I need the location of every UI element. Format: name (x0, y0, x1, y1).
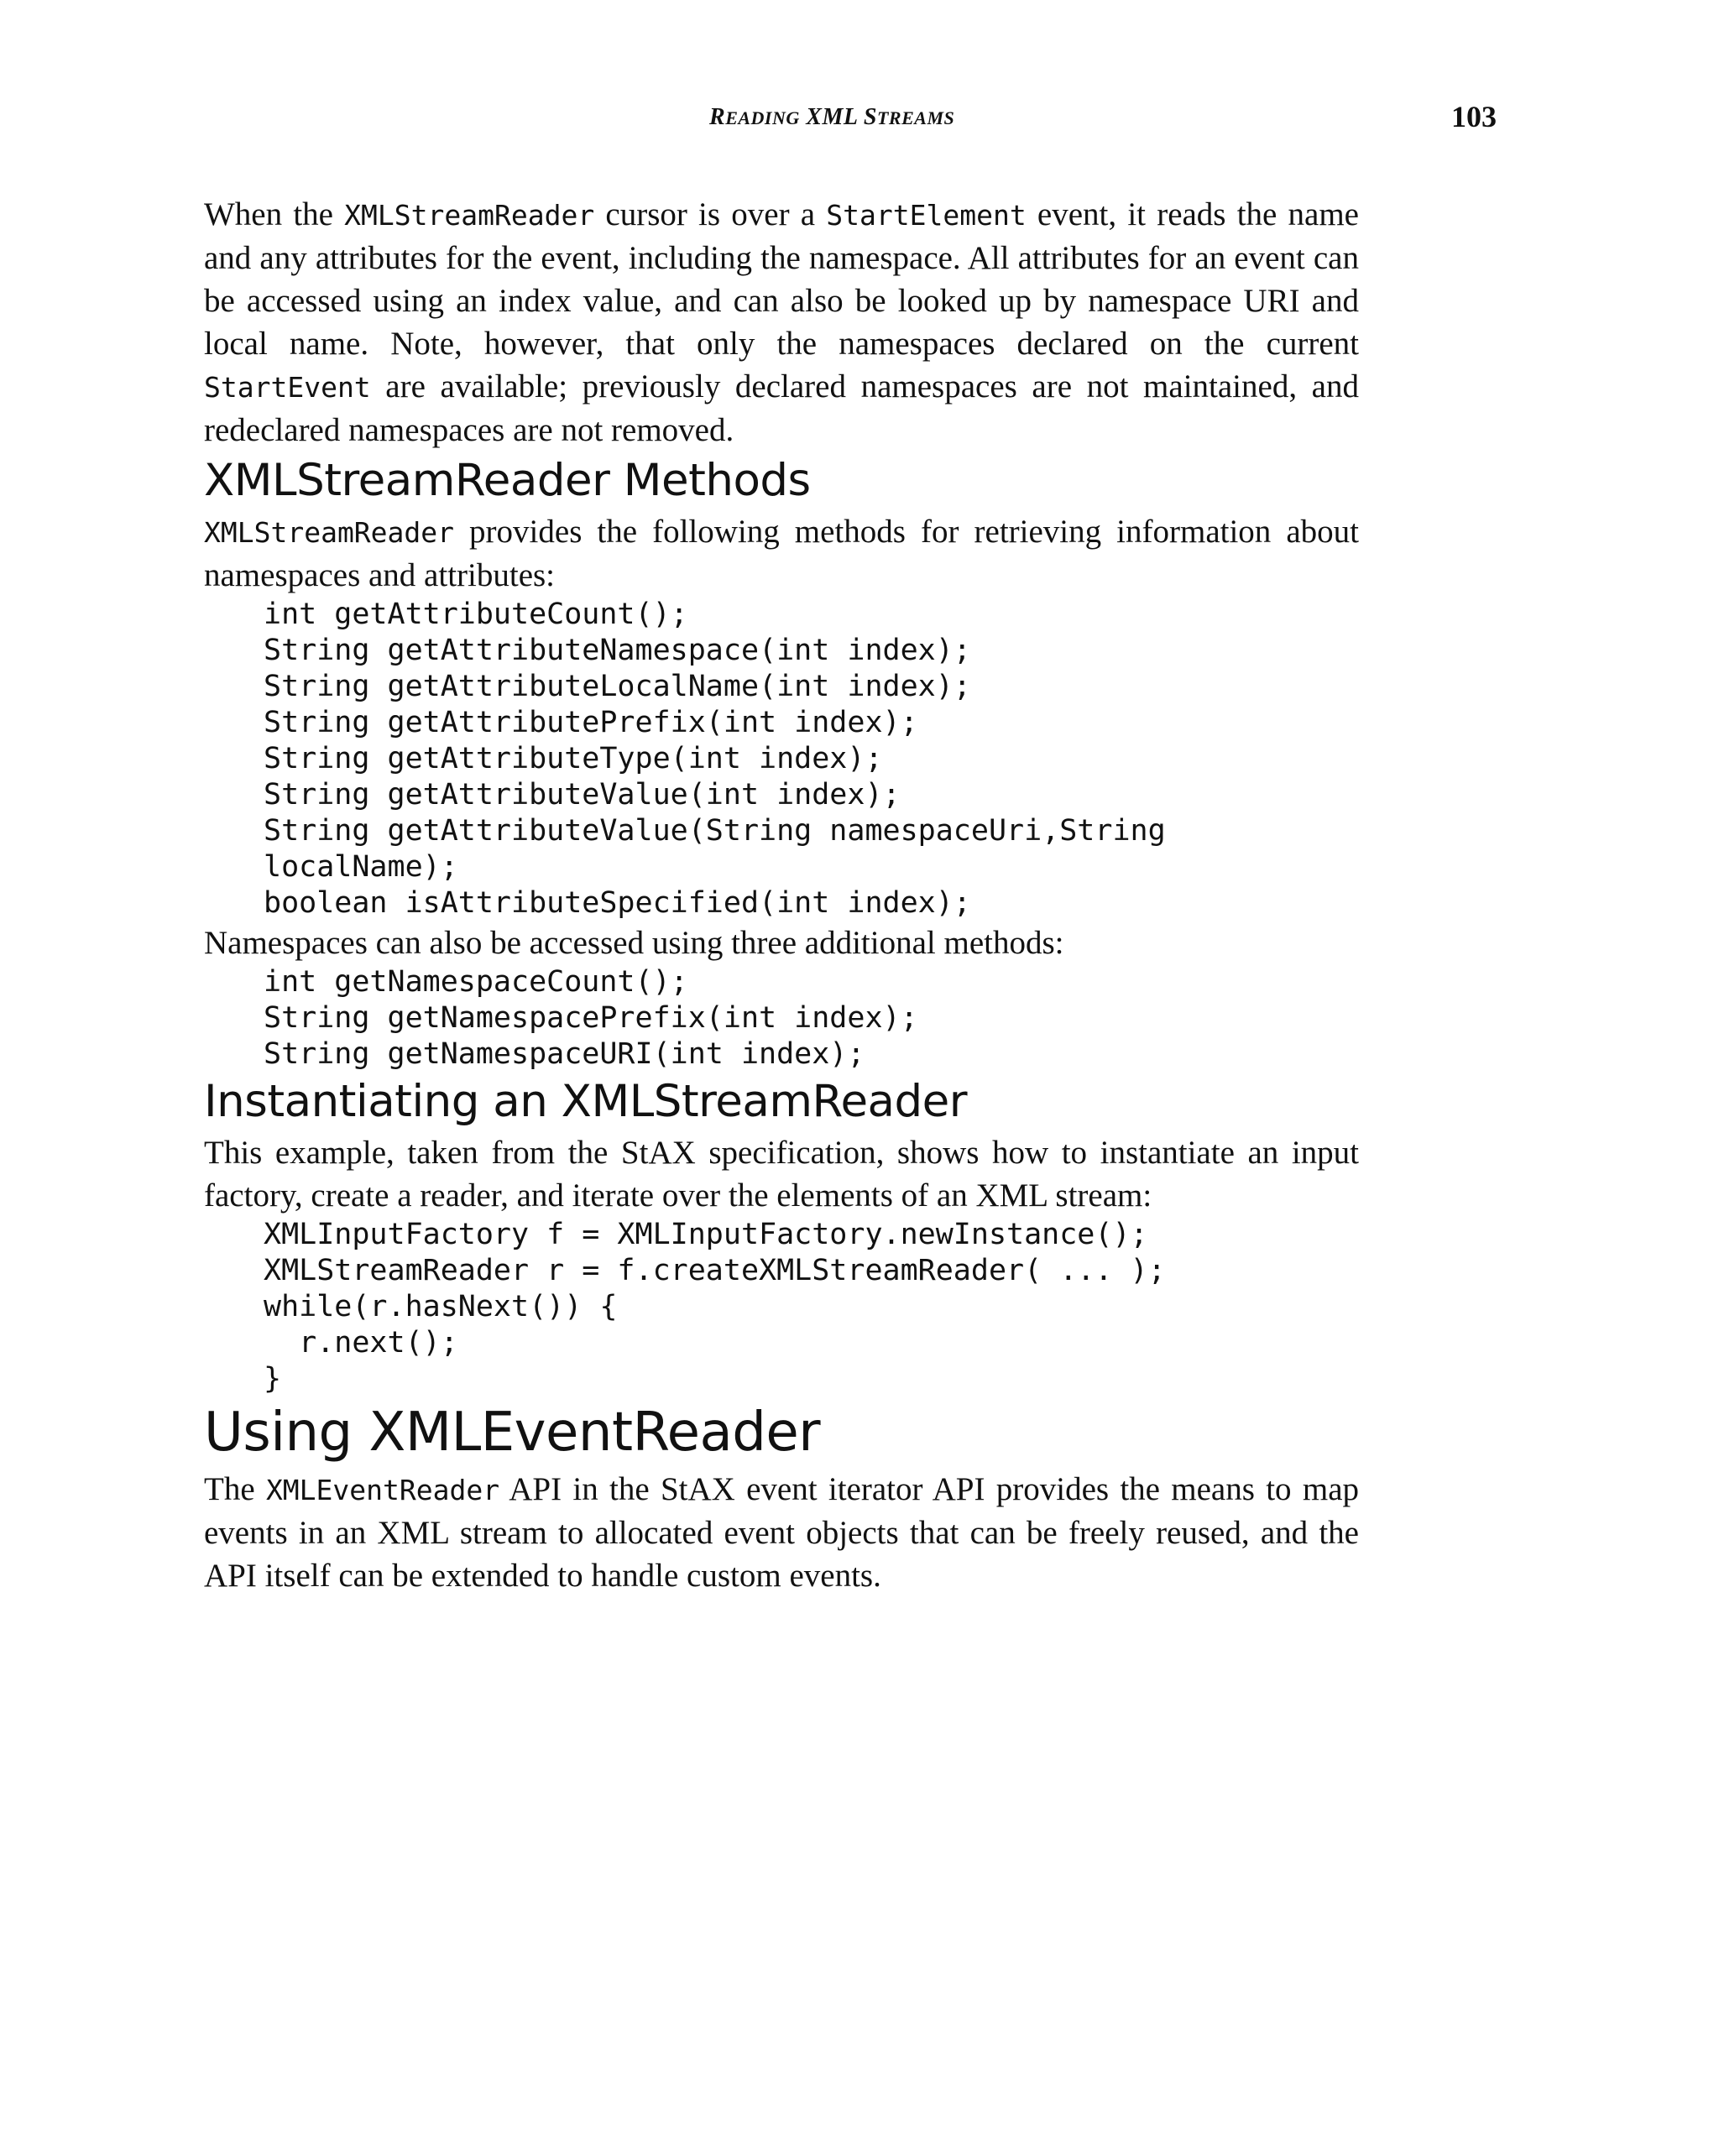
code-line: String getAttributeValue(String namespaceUri,String (264, 814, 1166, 848)
code-line: String getNamespacePrefix(int index); (264, 1001, 918, 1035)
code-line: String getAttributePrefix(int index); (264, 706, 918, 739)
code-block-namespaces (204, 964, 1359, 1073)
text-run: API in the StAX event iterator API provides the means to map events in an XML stream to allocated event objects that can be freely reused, and the API itself can be extended to handle custom events. (204, 1471, 1359, 1594)
code-line: } (264, 1362, 282, 1396)
code-line: String getAttributeType(int index); (264, 742, 883, 775)
code-line: String getAttributeNamespace(int index); (264, 634, 971, 667)
running-header (0, 99, 1719, 141)
code-line: String getAttributeValue(int index); (264, 778, 901, 812)
text-run: provides the following methods for retrieving information about namespaces and attributes: (204, 514, 1359, 593)
code-line: r.next(); (264, 1326, 458, 1360)
code-line: XMLStreamReader r = f.createXMLStreamReader( ... ); (264, 1254, 1166, 1287)
inline-code: StartEvent (204, 371, 371, 404)
methods-intro-paragraph (204, 510, 1359, 597)
inline-code: XMLStreamReader (204, 516, 455, 549)
code-line: while(r.hasNext()) { (264, 1290, 618, 1323)
running-title-smallcaps-1: EADING (725, 107, 800, 128)
page-number: 103 (1451, 100, 1497, 133)
code-line: String getNamespaceURI(int index); (264, 1037, 865, 1071)
code-line: int getNamespaceCount(); (264, 965, 688, 999)
running-title-smallcaps-2: TREAMS (876, 107, 955, 128)
running-title (709, 104, 954, 131)
text-run: are available; previously declared namespaces are not maintained, and redeclared namespaces are not removed. (204, 368, 1359, 448)
code-line: String getAttributeLocalName(int index); (264, 670, 971, 703)
running-title-initial: R (709, 104, 726, 130)
code-line: boolean isAttributeSpecified(int index); (264, 886, 971, 920)
running-title-mid: XML S (799, 104, 877, 130)
code-line: int getAttributeCount(); (264, 598, 688, 631)
inline-code: XMLStreamReader (344, 199, 595, 232)
text-run: When the (204, 196, 345, 232)
section-heading-instantiating: Instantiating an XMLStreamReader (204, 1076, 968, 1127)
event-reader-paragraph (204, 1468, 1359, 1597)
section-heading-methods: XMLStreamReader Methods (204, 455, 811, 506)
code-block-instantiate (204, 1217, 1359, 1397)
intro-paragraph (204, 193, 1359, 452)
code-line: XMLInputFactory f = XMLInputFactory.newInstance(); (264, 1218, 1148, 1251)
text-run: cursor is over a (594, 196, 827, 232)
text-run: event, it reads the name and any attributes for the event, including the namespace. All attributes for an event can be accessed using an index value, and can also be looked up by namespace URI and local name. Note, however, that only the namespaces declared on the current (204, 196, 1359, 362)
instantiating-paragraph: This example, taken from the StAX specification, shows how to instantiate an input factory, create a reader, and iterate over the elements of an XML stream: (204, 1135, 1359, 1214)
page-body (204, 193, 1359, 1597)
code-block-attributes (204, 597, 1359, 921)
code-line: localName); (264, 850, 458, 884)
inline-code: StartElement (826, 199, 1027, 232)
text-run: The (204, 1471, 266, 1507)
chapter-heading-event-reader: Using XMLEventReader (204, 1402, 821, 1464)
namespaces-paragraph: Namespaces can also be accessed using three additional methods: (204, 925, 1064, 961)
inline-code: XMLEventReader (265, 1474, 500, 1506)
